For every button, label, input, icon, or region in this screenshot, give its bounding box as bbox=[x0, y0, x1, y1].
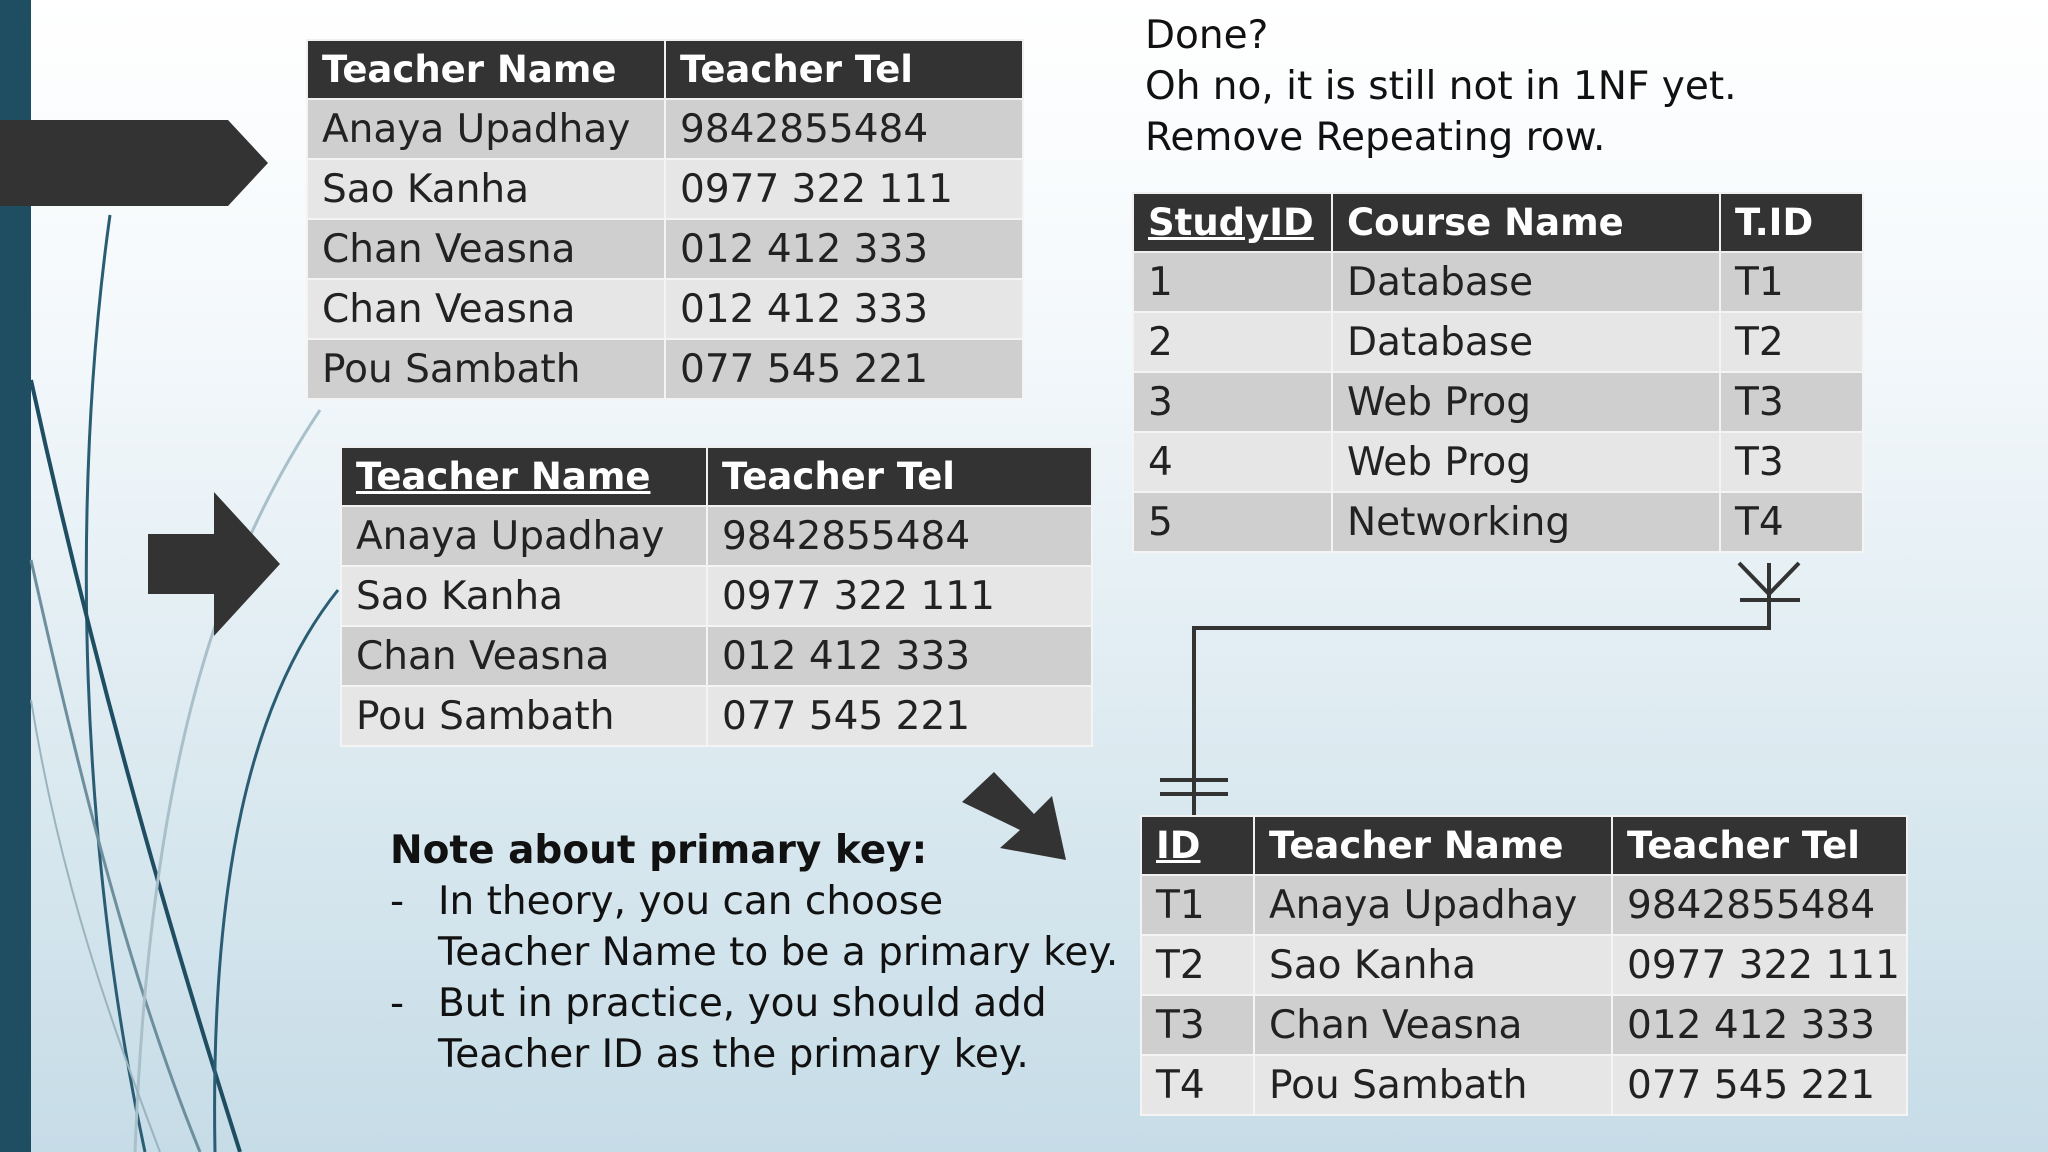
column-header: Teacher Name bbox=[1254, 816, 1612, 875]
table-row bbox=[341, 686, 1092, 746]
table-row bbox=[307, 279, 1023, 339]
table-header-row bbox=[1141, 816, 1907, 875]
cell: 1 bbox=[1133, 252, 1332, 312]
table-row bbox=[341, 626, 1092, 686]
cell: T4 bbox=[1141, 1055, 1254, 1115]
cell: 077 545 221 bbox=[1612, 1055, 1907, 1115]
note-heading: Note about primary key: bbox=[390, 828, 928, 873]
bullet-line: Teacher ID as the primary key. bbox=[438, 1032, 1029, 1077]
table-header-row bbox=[307, 40, 1023, 99]
cell: T3 bbox=[1720, 432, 1863, 492]
cell: 077 545 221 bbox=[665, 339, 1023, 399]
bullet-line: But in practice, you should add bbox=[438, 981, 1047, 1026]
column-header: Teacher Tel bbox=[707, 447, 1092, 506]
cell: Web Prog bbox=[1332, 372, 1720, 432]
table-row bbox=[341, 566, 1092, 626]
cell: T2 bbox=[1141, 935, 1254, 995]
cell: 9842855484 bbox=[1612, 875, 1907, 935]
cell: Pou Sambath bbox=[341, 686, 707, 746]
column-header: T.ID bbox=[1720, 193, 1863, 252]
cell: 5 bbox=[1133, 492, 1332, 552]
cell: 077 545 221 bbox=[707, 686, 1092, 746]
teacher-table-with-id bbox=[1140, 815, 1908, 1116]
table-row bbox=[1133, 432, 1863, 492]
cell: 3 bbox=[1133, 372, 1332, 432]
cell: Pou Sambath bbox=[307, 339, 665, 399]
table-row bbox=[1141, 995, 1907, 1055]
cell: 4 bbox=[1133, 432, 1332, 492]
instruction-line: Oh no, it is still not in 1NF yet. bbox=[1145, 64, 1737, 109]
table-row bbox=[341, 506, 1092, 566]
column-header-primary-key: ID bbox=[1141, 816, 1254, 875]
cell: Networking bbox=[1332, 492, 1720, 552]
table-row bbox=[307, 99, 1023, 159]
cell: Chan Veasna bbox=[1254, 995, 1612, 1055]
bullet-dash: - bbox=[390, 981, 405, 1026]
table-row bbox=[307, 339, 1023, 399]
table-row bbox=[1133, 252, 1863, 312]
cell: Pou Sambath bbox=[1254, 1055, 1612, 1115]
instruction-text bbox=[1145, 10, 1737, 163]
cell: T1 bbox=[1141, 875, 1254, 935]
cell: T3 bbox=[1720, 372, 1863, 432]
instruction-line: Done? bbox=[1145, 13, 1269, 58]
cell: Anaya Upadhay bbox=[1254, 875, 1612, 935]
column-header: Teacher Tel bbox=[665, 40, 1023, 99]
column-header-primary-key: StudyID bbox=[1133, 193, 1332, 252]
cell: Anaya Upadhay bbox=[307, 99, 665, 159]
cell: T2 bbox=[1720, 312, 1863, 372]
cell: Database bbox=[1332, 252, 1720, 312]
table-header-row bbox=[341, 447, 1092, 506]
cell: 0977 322 111 bbox=[707, 566, 1092, 626]
note-bullet bbox=[390, 876, 1118, 978]
table-header-row bbox=[1133, 193, 1863, 252]
cell: 0977 322 111 bbox=[665, 159, 1023, 219]
bullet-line: Teacher Name to be a primary key. bbox=[438, 930, 1119, 975]
cell: T4 bbox=[1720, 492, 1863, 552]
column-header: Teacher Tel bbox=[1612, 816, 1907, 875]
column-header-primary-key: Teacher Name bbox=[341, 447, 707, 506]
cell: Web Prog bbox=[1332, 432, 1720, 492]
cell: Chan Veasna bbox=[307, 219, 665, 279]
column-header: Teacher Name bbox=[307, 40, 665, 99]
teacher-table-with-duplicates bbox=[306, 39, 1024, 400]
cell: Sao Kanha bbox=[1254, 935, 1612, 995]
cell: 012 412 333 bbox=[665, 219, 1023, 279]
table-row bbox=[1133, 372, 1863, 432]
cell: 2 bbox=[1133, 312, 1332, 372]
note-bullet bbox=[390, 978, 1118, 1080]
cell: 9842855484 bbox=[665, 99, 1023, 159]
cell: Sao Kanha bbox=[341, 566, 707, 626]
column-header: Course Name bbox=[1332, 193, 1720, 252]
cell: 012 412 333 bbox=[707, 626, 1092, 686]
table-row bbox=[1133, 312, 1863, 372]
cell: Chan Veasna bbox=[341, 626, 707, 686]
cell: 012 412 333 bbox=[665, 279, 1023, 339]
cell: 0977 322 111 bbox=[1612, 935, 1907, 995]
cell: Anaya Upadhay bbox=[341, 506, 707, 566]
table-row bbox=[307, 159, 1023, 219]
cell: Sao Kanha bbox=[307, 159, 665, 219]
cell: T3 bbox=[1141, 995, 1254, 1055]
cell: Chan Veasna bbox=[307, 279, 665, 339]
table-row bbox=[1141, 1055, 1907, 1115]
table-row bbox=[1141, 875, 1907, 935]
cell: Database bbox=[1332, 312, 1720, 372]
bullet-line: In theory, you can choose bbox=[438, 879, 944, 924]
cell: 012 412 333 bbox=[1612, 995, 1907, 1055]
cell: T1 bbox=[1720, 252, 1863, 312]
bullet-dash: - bbox=[390, 879, 405, 924]
table-row bbox=[307, 219, 1023, 279]
table-row bbox=[1141, 935, 1907, 995]
table-row bbox=[1133, 492, 1863, 552]
study-table bbox=[1132, 192, 1864, 553]
primary-key-note bbox=[390, 825, 1118, 1080]
cell: 9842855484 bbox=[707, 506, 1092, 566]
teacher-table-deduplicated bbox=[340, 446, 1093, 747]
instruction-line: Remove Repeating row. bbox=[1145, 115, 1606, 160]
